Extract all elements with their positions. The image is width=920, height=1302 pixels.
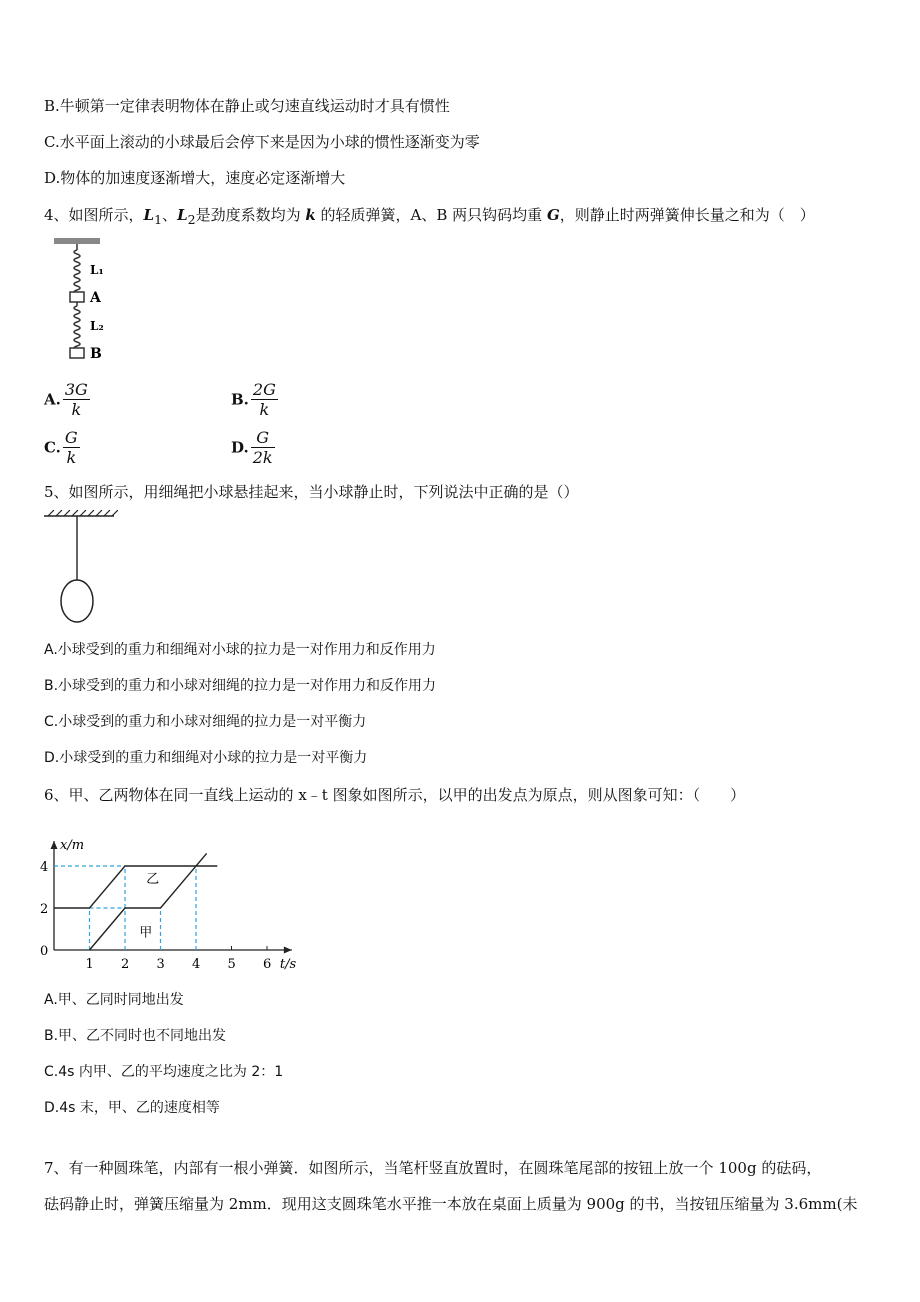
q4-option-c: C. $\frac{G}{k}$ [44, 428, 78, 467]
x-tick-label: 1 [85, 957, 94, 972]
y-tick-label: 0 [40, 944, 49, 959]
fraction: $\frac{3G}{k}$ [64, 380, 88, 419]
x-tick-label: 4 [192, 957, 201, 972]
series-line-yi [54, 866, 217, 908]
label-l2: L₂ [90, 319, 104, 333]
q4-option-d: D. $\frac{G}{2k}$ [231, 428, 273, 467]
y-axis-arrow [51, 841, 58, 849]
y-tick-label: 2 [40, 902, 49, 917]
q5-option-c: C.小球受到的重力和小球对细绳的拉力是一对平衡力 [44, 714, 367, 730]
ceiling-hatch [48, 510, 118, 516]
q6-option-c: C.4s 内甲、乙的平均速度之比为 2：1 [44, 1064, 284, 1080]
label-b: B [90, 346, 102, 362]
q6-option-d: D.4s 末，甲、乙的速度相等 [44, 1100, 220, 1116]
fraction: $\frac{2G}{k}$ [252, 380, 276, 419]
q5-stem: 5、如图所示，用细绳把小球悬挂起来，当小球静止时，下列说法中正确的是（） [44, 483, 579, 501]
q4-option-a: A. $\frac{3G}{k}$ [44, 380, 88, 419]
weight-a [70, 292, 84, 302]
y-axis-label: x/m [60, 838, 85, 853]
xt-chart [36, 814, 312, 978]
q6-option-a: A.甲、乙同时同地出发 [44, 992, 184, 1008]
spring-figure [50, 236, 122, 364]
q6-option-b: B.甲、乙不同时也不同地出发 [44, 1028, 227, 1044]
q3-option-d: D.物体的加速度逐渐增大，速度必定逐渐增大 [44, 169, 346, 187]
q7-line-2: 砝码静止时，弹簧压缩量为 2mm．现用这支圆珠笔水平推一本放在桌面上质量为 900g 的书，当按钮压缩量为 3.6mm(未 [44, 1195, 858, 1213]
q6-stem: 6、甲、乙两物体在同一直线上运动的 x﹣t 图象如图所示，以甲的出发点为原点，则从图象可知：（ ） [44, 786, 746, 804]
spring-l2 [74, 306, 80, 350]
series-label-yi: 乙 [146, 871, 160, 887]
q5-option-d: D.小球受到的重力和细绳对小球的拉力是一对平衡力 [44, 750, 368, 766]
weight-b [70, 348, 84, 358]
q5-option-b: B.小球受到的重力和小球对细绳的拉力是一对作用力和反作用力 [44, 678, 437, 694]
q5-option-a: A.小球受到的重力和细绳对小球的拉力是一对作用力和反作用力 [44, 642, 436, 658]
series-lines [54, 853, 217, 950]
series-label-jia: 甲 [139, 925, 153, 941]
q3-option-c: C.水平面上滚动的小球最后会停下来是因为小球的惯性逐渐变为零 [44, 133, 480, 151]
x-tick-label: 5 [227, 957, 236, 972]
label-a: A [90, 290, 101, 306]
x-tick-label: 6 [263, 957, 272, 972]
fraction: $\frac{G}{k}$ [64, 428, 78, 467]
x-tick-label: 2 [121, 957, 130, 972]
y-tick-label: 4 [40, 860, 49, 875]
q7-line-1: 7、有一种圆珠笔，内部有一根小弹簧．如图所示，当笔杆竖直放置时，在圆珠笔尾部的按钮上放一个 100g 的砝码， [44, 1159, 822, 1177]
axes [51, 841, 292, 954]
q3-option-b: B.牛顿第一定律表明物体在静止或匀速直线运动时才具有惯性 [44, 97, 450, 115]
q4-stem: 4、如图所示，$L_1$、$L_2$是劲度系数均为 k 的轻质弹簧，A、B 两只钩码均重 G，则静止时两弹簧伸长量之和为（ ） [44, 206, 815, 227]
tick-labels [40, 838, 296, 972]
fraction: $\frac{G}{2k}$ [252, 428, 273, 467]
ball [61, 580, 93, 622]
q4-option-b: B. $\frac{2G}{k}$ [231, 380, 276, 419]
x-axis-arrow [284, 947, 292, 954]
pendulum-figure [42, 510, 118, 626]
label-l1: L₁ [90, 263, 104, 277]
x-axis-label: t/s [279, 957, 297, 972]
x-tick-label: 3 [156, 957, 165, 972]
ceiling-bar [54, 238, 100, 244]
